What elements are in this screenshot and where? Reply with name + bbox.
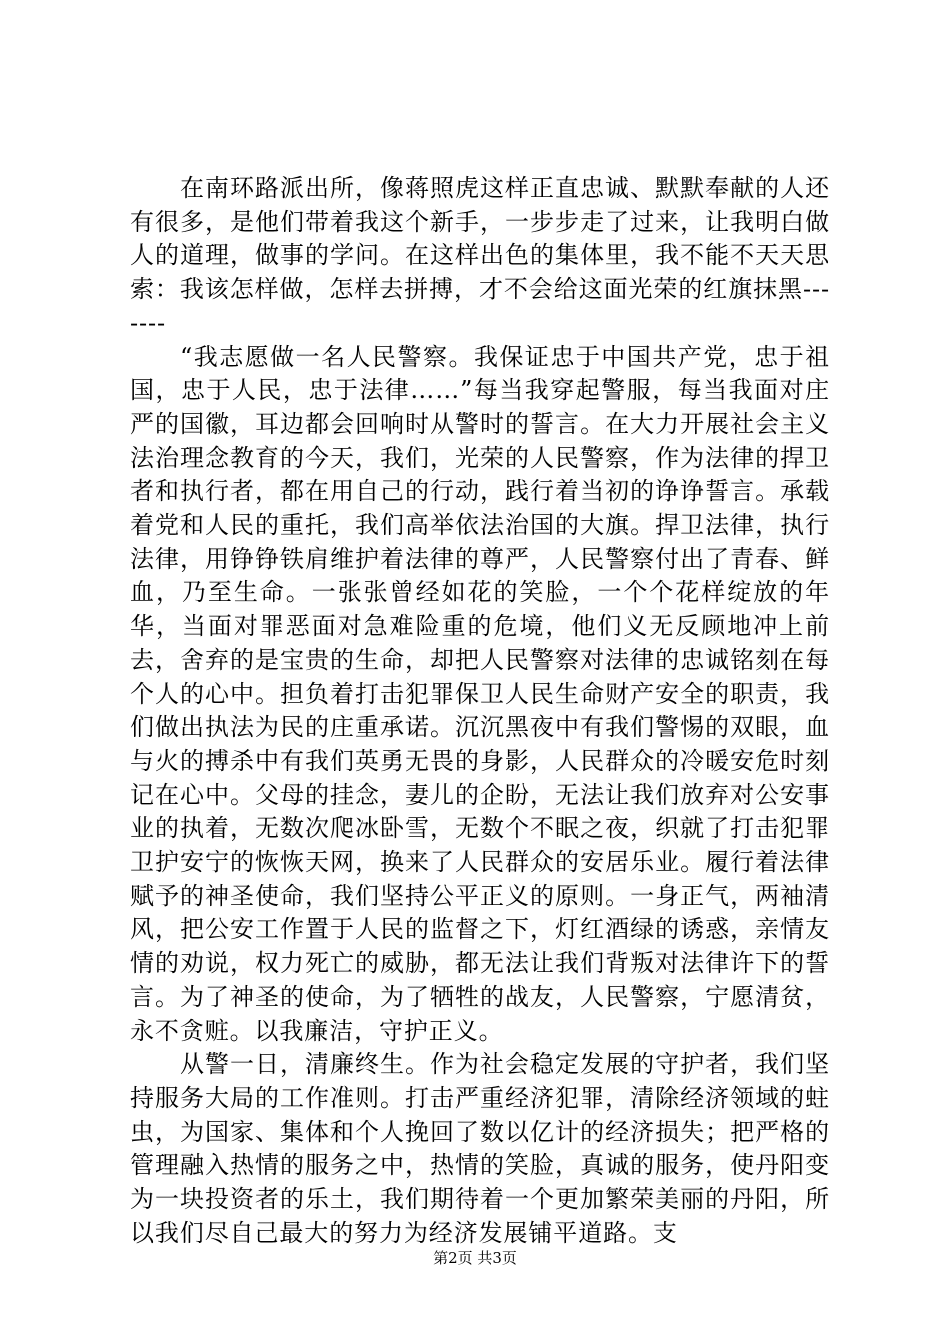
paragraph: “我志愿做一名人民警察。我保证忠于中国共产党，忠于祖国，忠于人民，忠于法律……”每当我穿起警服，每当我面对庄严的国徽，耳边都会回响时从警时的誓言。在大力开展社会主义法治理念教育的今天，我们，光荣的人民警察，作为法律的捍卫者和执行者，都在用自己的行动，践行着当初的诤诤誓言。承载着党和人民的重托，我们高举依法治国的大旗。捍卫法律，执行法律，用铮铮铁肩维护着法律的尊严，人民警察付出了青春、鲜血，乃至生命。一张张曾经如花的笑脸，一个个花样绽放的年华，当面对罪恶面对急难险重的危境，他们义无反顾地冲上前去，舍弃的是宝贵的生命，却把人民警察对法律的忠诚铭刻在每个人的心中。担负着打击犯罪保卫人民生命财产安全的职责，我们做出执法为民的庄重承诺。沉沉黑夜中有我们警惕的双眼，血与火的搏杀中有我们英勇无畏的身影，人民群众的冷暖安危时刻记在心中。父母的挂念，妻儿的企盼，无法让我们放弃对公安事业的执着，无数次爬冰卧雪，无数个不眠之夜，织就了打击犯罪卫护安宁的恢恢天网，换来了人民群众的安居乐业。履行着法律赋予的神圣使命，我们坚持公平正义的原则。一身正气，两袖清风，把公安工作置于人民的监督之下，灯红酒绿的诱惑，亲情友情的劝说，权力死亡的威胁，都无法让我们背叛对法律许下的誓言。为了神圣的使命，为了牺牲的战友，人民警察，宁愿清贫，永不贪赃。以我廉洁，守护正义。 (130, 342, 830, 1045)
document-body (130, 172, 830, 1251)
paragraph: 在南环路派出所，像蒋照虎这样正直忠诚、默默奉献的人还有很多，是他们带着我这个新手，一步步走了过来，让我明白做人的道理，做事的学问。在这样出色的集体里，我不能不天天思索：我该怎样做，怎样去拼搏，才不会给这面光荣的红旗抹黑------- (130, 174, 830, 337)
paragraph: 从警一日，清廉终生。作为社会稳定发展的守护者，我们坚持服务大局的工作准则。打击严重经济犯罪，清除经济领域的蛀虫，为国家、集体和个人挽回了数以亿计的经济损失；把严格的管理融入热情的服务之中，热情的笑脸，真诚的服务，使丹阳变为一块投资者的乐土，我们期待着一个更加繁荣美丽的丹阳，所以我们尽自己最大的努力为经济发展铺平道路。支 (130, 1050, 830, 1247)
page-footer: 第2页 共3页 (433, 1249, 517, 1267)
